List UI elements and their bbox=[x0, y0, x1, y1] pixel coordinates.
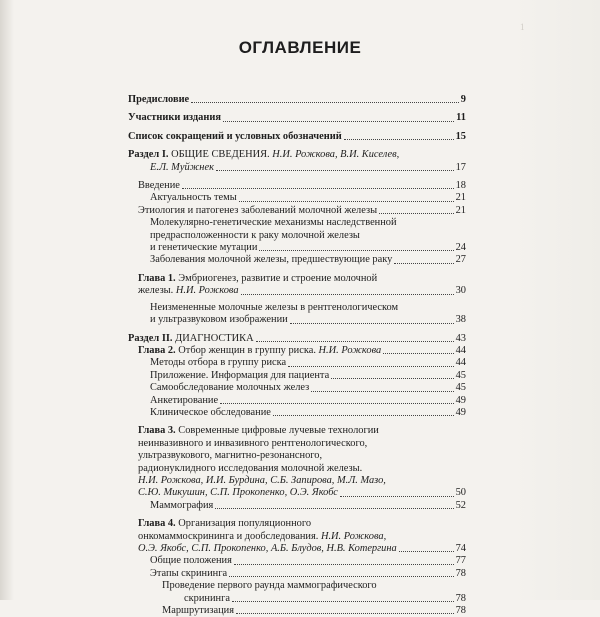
toc-entry: Методы отбора в группу риска 44 bbox=[150, 357, 466, 369]
toc-entry: Список сокращений и условных обозначений 15 bbox=[128, 130, 466, 142]
page-gutter-shadow bbox=[0, 0, 14, 600]
toc-entry: Неизмененные молочные железы в рентгенологическом и ультразвуковом изображении 38 bbox=[150, 301, 466, 326]
toc-section-2: Раздел II. ДИАГНОСТИКА 43 bbox=[128, 332, 466, 344]
toc-chapter-3: Глава 3. Современные цифровые лучевые технологии неинвазивного и инвазивного рентгенологического, ультразвукового, магнитно-резонансного, радионуклидного исследования молочной железы. Н.И. Рожкова, И.И. Бурдина, С.Б. Запирова, М.Л. Мазо, С.Ю. Микушин, С.П. Прокопенко, О.Э. Якобс 50 bbox=[138, 425, 466, 499]
page-edge bbox=[510, 0, 600, 600]
toc-entry: Заболевания молочной железы, предшествующие раку 27 bbox=[150, 254, 466, 266]
toc-entry: Актуальность темы 21 bbox=[150, 192, 466, 204]
toc-entry: Молекулярно-генетические механизмы наследственной предрасположенности к раку молочной железы и генетические мутации 24 bbox=[150, 217, 466, 254]
toc-entry: Этиология и патогенез заболеваний молочной железы 21 bbox=[138, 204, 466, 216]
table-of-contents bbox=[128, 94, 466, 617]
toc-section-1: Раздел I. ОБЩИЕ СВЕДЕНИЯ. Н.И. Рожкова, В.И. Киселев, Е.Л. Муйжнек 17 bbox=[128, 149, 466, 173]
page-title: ОГЛАВЛЕНИЕ bbox=[238, 38, 362, 57]
toc-entry: Маммография 52 bbox=[150, 499, 466, 511]
toc-entry: Этапы скрининга 78 bbox=[150, 567, 466, 579]
toc-chapter-4: Глава 4. Организация популяционного онкомаммоскрининга и дообследования. Н.И. Рожкова, О.Э. Якобс, С.П. Прокопенко, А.Б. Блудов, Н.В. Котергина 74 bbox=[138, 518, 466, 554]
toc-chapter-1: Глава 1. Эмбриогенез, развитие и строение молочной железы. Н.И. Рожкова 30 bbox=[138, 272, 466, 297]
toc-entry: Анкетирование 49 bbox=[150, 394, 466, 406]
toc-entry: Общие положения 77 bbox=[150, 555, 466, 567]
toc-chapter-2: Глава 2. Отбор женщин в группу риска. Н.И. Рожкова 44 bbox=[138, 344, 466, 356]
toc-entry: Введение 18 bbox=[138, 180, 466, 192]
toc-entry: Участники издания 11 bbox=[128, 112, 466, 124]
toc-entry: Приложение. Информация для пациента 45 bbox=[150, 369, 466, 381]
toc-entry: Маршрутизация 78 bbox=[162, 605, 466, 617]
toc-entry: Предисловие 9 bbox=[128, 94, 466, 105]
toc-entry: Самообследование молочных желез 45 bbox=[150, 382, 466, 394]
toc-entry: Клиническое обследование 49 bbox=[150, 406, 466, 418]
toc-entry: Проведение первого раунда маммографического скрининга 78 bbox=[162, 580, 466, 604]
bleed-through-text: 1 bbox=[520, 22, 525, 32]
